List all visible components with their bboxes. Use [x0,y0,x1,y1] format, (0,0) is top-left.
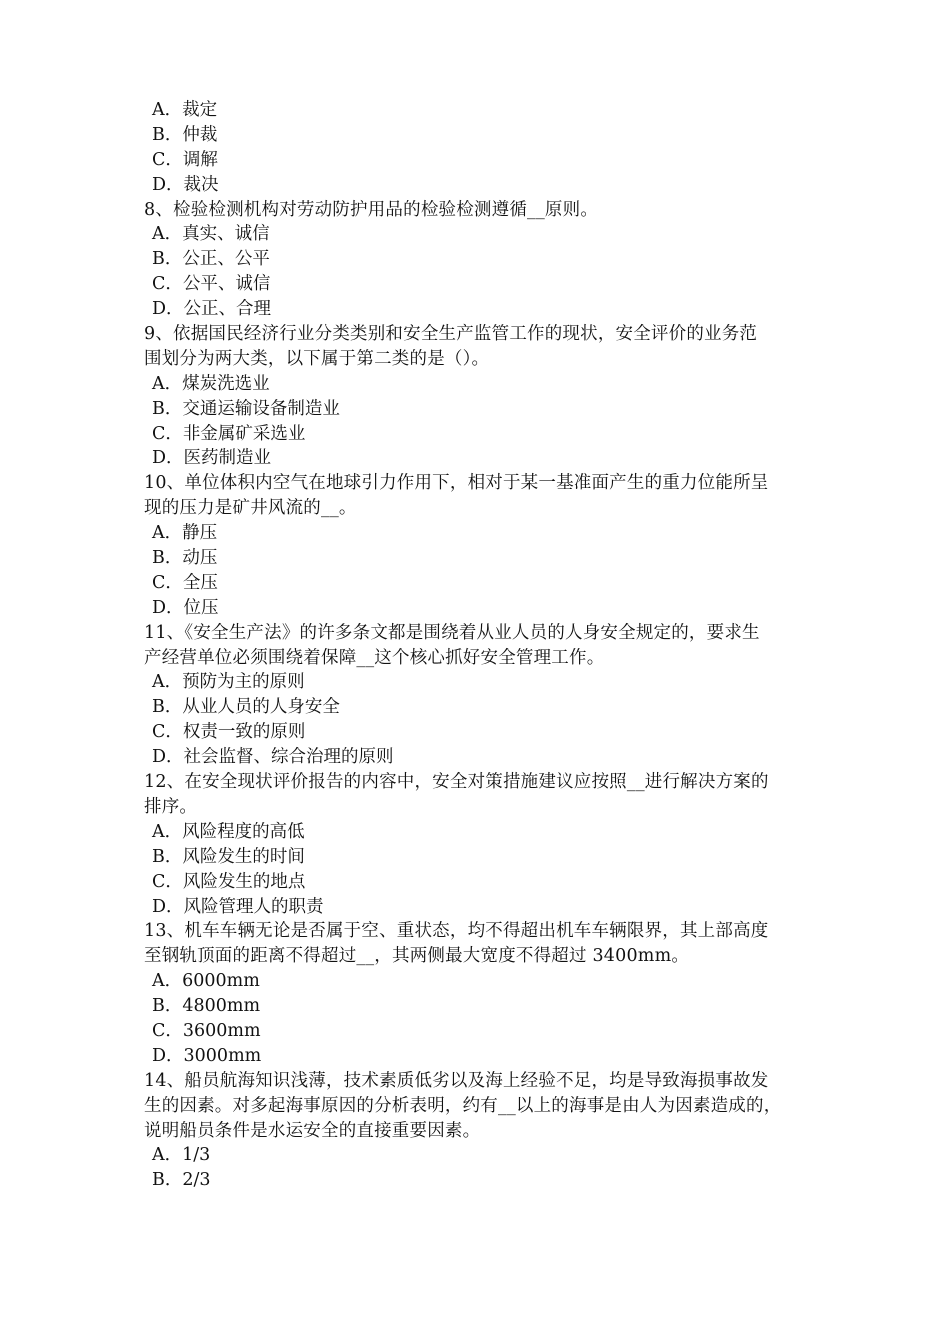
option-letter: A． [152,971,183,992]
option-text: 4800mm [182,996,261,1017]
option-text: 3000mm [183,1045,262,1066]
option-letter: A． [152,100,183,120]
answer-option [144,1044,816,1069]
option-letter: B． [152,124,183,145]
document-body [144,98,816,1193]
question [144,770,816,820]
option-text: 预防为主的原则 [182,672,305,693]
option-letter: C． [152,871,183,892]
option-letter: D． [152,1045,184,1066]
question [144,198,816,223]
question-text-line: 生的因素。对多起海事原因的分析表明，约有__以上的海事是由人为因素造成的， [144,1095,782,1116]
answer-option [144,247,816,272]
answer-option [144,397,816,422]
option-text: 交通运输设备制造业 [182,398,340,419]
option-text: 真实、诚信 [182,224,270,245]
question [144,322,816,372]
question-text-line: 说明船员条件是水运安全的直接重要因素。 [144,1120,481,1141]
option-letter: D． [152,174,184,195]
option-letter: D． [152,896,184,917]
option-text: 风险发生的地点 [182,871,306,892]
question [144,471,816,521]
option-letter: C． [152,149,183,170]
option-text: 煤炭洗选业 [182,373,270,394]
answer-option [144,745,816,770]
option-text: 社会监督、综合治理的原则 [183,747,394,768]
option-text: 1/3 [182,1145,211,1166]
option-letter: C． [152,274,183,295]
question [144,919,816,969]
option-text: 从业人员的人身安全 [182,697,340,718]
answer-option [144,98,816,123]
option-text: 风险发生的时间 [182,846,305,867]
answer-option [144,422,816,447]
option-text: 动压 [182,548,218,569]
option-text: 风险程度的高低 [182,821,305,842]
option-text: 2/3 [182,1170,211,1191]
answer-option [144,173,816,198]
option-text: 裁决 [183,174,219,195]
option-text: 3600mm [182,1020,261,1041]
answer-option [144,521,816,546]
option-letter: B． [152,996,183,1017]
option-letter: D． [152,747,184,768]
question-text-line: 12、在安全现状评价报告的内容中，安全对策措施建议应按照__进行解决方案的 [144,772,769,793]
option-letter: B． [152,249,183,270]
question-text-line: 现的压力是矿井风流的__。 [144,498,357,519]
option-letter: D． [152,299,184,320]
question-text-line: 9、依据国民经济行业分类类别和安全生产监管工作的现状，安全评价的业务范 [144,324,758,345]
answer-option [144,845,816,870]
option-letter: C． [152,1020,183,1041]
answer-option [144,695,816,720]
answer-option [144,895,816,920]
option-letter: A． [152,821,183,842]
answer-option [144,148,816,173]
option-letter: B． [152,846,183,867]
option-letter: B． [152,697,183,718]
option-text: 位压 [183,597,219,618]
answer-option [144,446,816,471]
option-text: 静压 [182,523,218,544]
option-letter: B． [152,1170,183,1191]
option-text: 公正、合理 [183,299,272,320]
question-text-line: 11、《安全生产法》的许多条文都是围绕着从业人员的人身安全规定的，要求生 [144,622,760,643]
question-text-line: 排序。 [144,796,198,817]
option-text: 风险管理人的职责 [183,896,324,917]
answer-option [144,272,816,297]
option-letter: A． [152,523,183,544]
question [144,1069,816,1144]
question-text-line: 产经营单位必须围绕着保障__这个核心抓好安全管理工作。 [144,647,605,668]
answer-option [144,969,816,994]
answer-option [144,297,816,322]
answer-option [144,1143,816,1168]
option-text: 调解 [182,149,218,170]
question-text-line: 13、机车车辆无论是否属于空、重状态，均不得超出机车车辆限界，其上部高度 [144,921,769,942]
answer-option [144,123,816,148]
question-text-line: 14、船员航海知识浅薄，技术素质低劣以及海上经验不足，均是导致海损事故发 [144,1070,769,1091]
option-letter: B． [152,548,183,569]
answer-option [144,820,816,845]
option-letter: A． [152,224,183,245]
question-text-line: 10、单位体积内空气在地球引力作用下，相对于某一基准面产生的重力位能所呈 [144,473,769,494]
answer-option [144,870,816,895]
option-letter: A． [152,672,183,693]
option-text: 权责一致的原则 [182,722,306,743]
answer-option [144,222,816,247]
option-letter: B． [152,398,183,419]
option-text: 全压 [182,572,218,593]
option-text: 裁定 [182,100,218,120]
answer-option [144,571,816,596]
option-text: 公平、诚信 [182,274,271,295]
answer-option [144,1168,816,1193]
answer-option [144,670,816,695]
answer-option [144,1019,816,1044]
option-letter: C． [152,572,183,593]
option-letter: A． [152,1145,183,1166]
answer-option [144,546,816,571]
question-text-line: 8、检验检测机构对劳动防护用品的检验检测遵循__原则。 [144,199,599,220]
option-text: 公正、公平 [182,249,270,270]
option-text: 非金属矿采选业 [182,423,306,444]
answer-option [144,596,816,621]
answer-option [144,994,816,1019]
option-letter: C． [152,722,183,743]
option-text: 仲裁 [182,124,218,145]
question [144,621,816,671]
answer-option [144,720,816,745]
option-letter: D． [152,597,184,618]
question-text-line: 至钢轨顶面的距离不得超过__，其两侧最大宽度不得超过 3400mm。 [144,946,690,967]
option-letter: D． [152,448,184,469]
option-letter: A． [152,373,183,394]
option-letter: C． [152,423,183,444]
question-text-line: 围划分为两大类，以下属于第二类的是（）。 [144,348,490,369]
option-text: 医药制造业 [183,448,272,469]
answer-option [144,372,816,397]
option-text: 6000mm [182,971,260,992]
